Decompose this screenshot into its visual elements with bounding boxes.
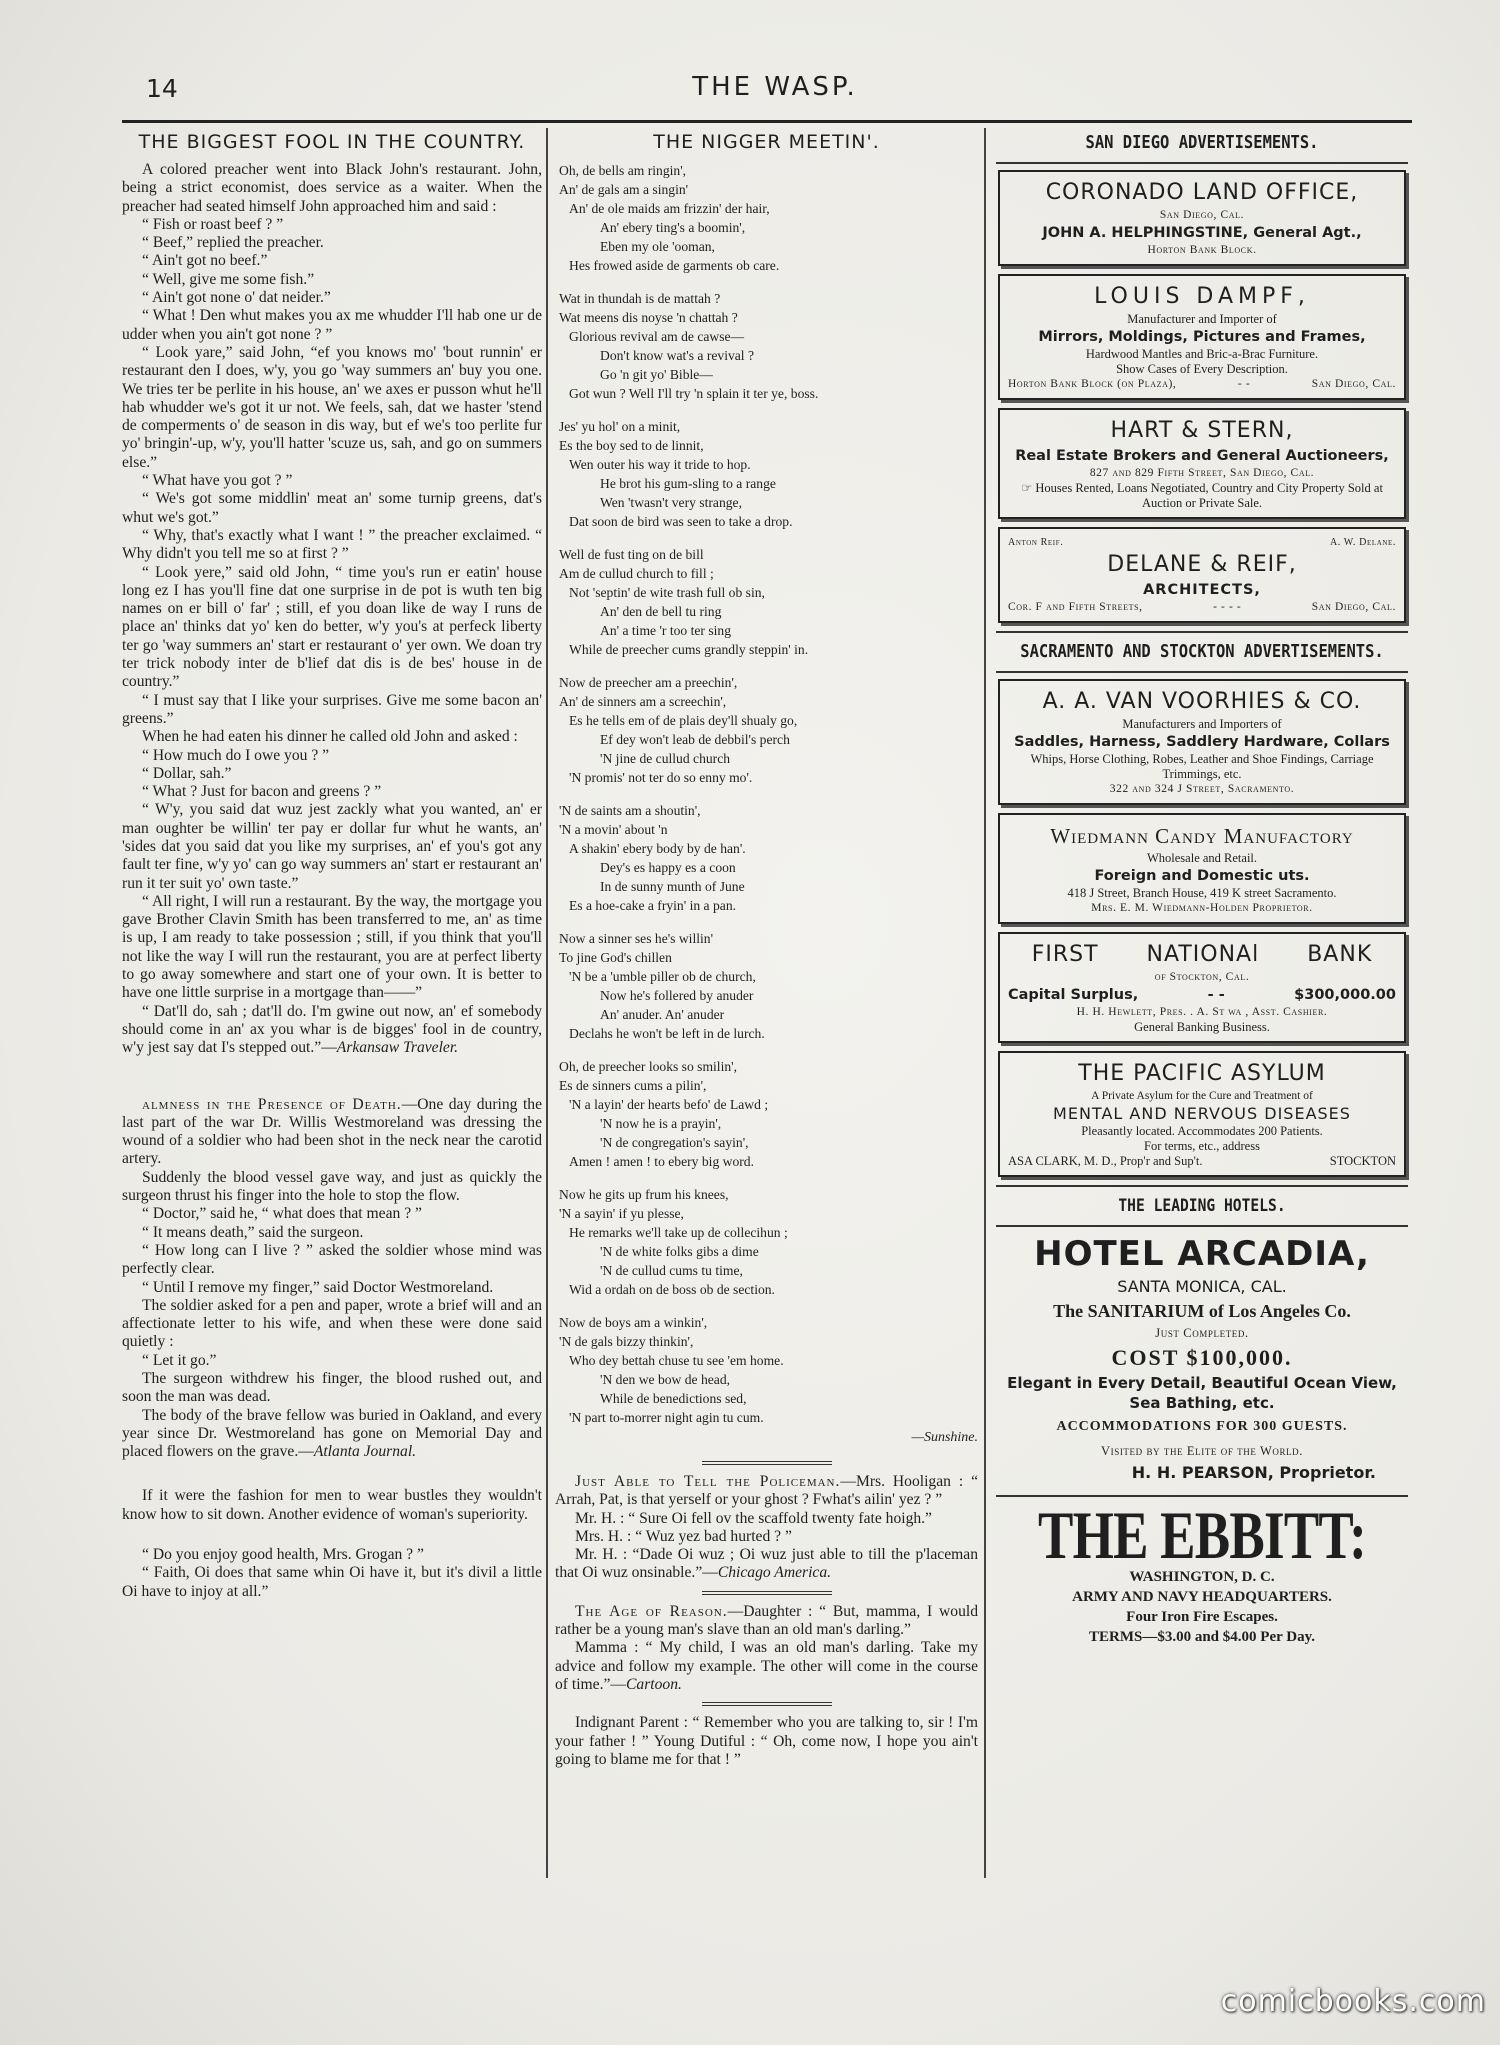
poem-line: He brot his gum-sling to a range [600, 476, 776, 491]
source-credit: Cartoon. [626, 1675, 682, 1693]
ad-hotel-arcadia [998, 1233, 1406, 1485]
ad-partner: A. W. Delane. [1329, 537, 1396, 548]
poem-line: 'N a movin' about 'n [559, 822, 668, 837]
ad-louis-dampf [998, 274, 1406, 400]
paragraph-indignant-parent: Indignant Parent : “ Remember who you are talking to, sir ! I'm your father ! ” Young Dutiful : “ Oh, come now, I hope you ain't going to blame me for that ! ” [555, 1714, 978, 1768]
ad-address-row [1008, 600, 1396, 615]
poem-line: An' anuder. An' anuder [600, 1007, 725, 1022]
paragraph-text: “ Dat'll do, sah ; dat'll do. I'm gwine out now, an' ef somebody should come in an' ax you whar is de bigges' fool in de country, w'y jest say dat I's stepped out.”— [122, 1002, 542, 1057]
paragraph: “ It means death,” said the surgeon. [142, 1223, 364, 1241]
ad-text: ASA CLARK, M. D., Prop'r and Sup't. [1008, 1154, 1203, 1168]
poem-line: Dat soon de bird was seen to take a drop. [569, 514, 793, 529]
poem-line: Oh, de preecher looks so smilin', [559, 1059, 737, 1074]
poem-stanza [555, 545, 978, 659]
paragraph: “ Look yere,” said old John, “ time you's run er eatin' house long ez I has you'll fine dat one surprise in de pot is wuth ten big names on er bill o' far' ; still, ef you doan like de way I runs de place an' thinks dat yo' ken do better, w'y you's at perfeck liberty ter go 'way summers an' start er restaurant o' yer own. We doan try ter trick nobody inter de b'lief dat dis is de bes' house in de country.” [122, 563, 542, 691]
paragraph: “ Doctor,” said he, “ what does that mean ? ” [142, 1205, 422, 1223]
ad-text: For terms, etc., address [1144, 1139, 1260, 1153]
ad-text: Pleasantly located. Accommodates 200 Patients. [1081, 1124, 1323, 1138]
masthead-rule [122, 120, 1412, 123]
ad-text: ARMY AND NAVY HEADQUARTERS. [1072, 1589, 1332, 1605]
masthead [140, 62, 1410, 120]
ad-first-national-bank [998, 932, 1406, 1043]
poem-line: Wen outer his way it tride to hop. [569, 457, 751, 472]
paragraph-text: Mr. H. : “Dade Oi wuz ; Oi wuz just able to till the p'laceman that Oi wuz onsinable.”— [555, 1546, 978, 1582]
ad-text: Show Cases of Every Description. [1116, 362, 1288, 376]
poem-stanza [555, 801, 978, 915]
poem-line: Jes' yu hol' on a minit, [559, 419, 681, 434]
poem-line: Wen 'twasn't very strange, [600, 495, 742, 510]
poem-line: While de preecher cums grandly steppin' in. [569, 642, 809, 657]
poem-line: In de sunny munth of June [600, 879, 745, 894]
ad-city: of Stockton, Cal. [1154, 971, 1250, 983]
separator [702, 1461, 832, 1465]
poem-line: Dey's es happy es a coon [600, 860, 736, 875]
ad-address: 418 J Street, Branch House, 419 K street Sacramento. [1067, 886, 1337, 900]
poem-stanza [555, 1185, 978, 1299]
paragraph: When he had eaten his dinner he called old John and asked : [142, 728, 518, 746]
poem-line: An' de ole maids am frizzin' der hair, [569, 201, 770, 216]
source-credit: Arkansaw Traveler. [336, 1039, 459, 1057]
column-middle [555, 130, 978, 1890]
ad-pacific-asylum [998, 1051, 1406, 1177]
ad-van-voorhies [998, 679, 1406, 805]
divider [996, 631, 1408, 633]
poem-line: 'N part to-morrer night agin tu cum. [569, 1410, 764, 1425]
poem-line: 'N de white folks gibs a dime [600, 1244, 759, 1259]
ad-coronado-land-office [998, 170, 1406, 266]
ad-dash: - - [1207, 987, 1225, 1003]
poem-line: Am de cullud church to fill ; [559, 566, 714, 581]
separator [702, 1702, 832, 1706]
ad-cost: COST $100,000. [1111, 1345, 1293, 1370]
paragraph: “ We's got some middlin' meat an' some turnip greens, dat's whut we's got.” [122, 490, 542, 526]
inline-title: The Age of Reason. [575, 1602, 728, 1620]
poem-line: 'N now he is a prayin', [600, 1116, 722, 1131]
poem-stanza [555, 289, 978, 403]
paragraph-lead [555, 1603, 978, 1640]
poem-stanza [555, 1313, 978, 1427]
ad-title: Wiedmann Candy Manufactory [1050, 824, 1354, 848]
paragraph-grogan-a: “ Faith, Oi does that same whin Oi have it, but it's divil a little Oi have to injoy at all.” [122, 1564, 542, 1600]
poem-line: Es de sinners cums a pilin', [559, 1078, 707, 1093]
ad-text: The SANITARIUM of Los Angeles Co. [1053, 1301, 1351, 1321]
ad-footer-row [1008, 1154, 1396, 1169]
paragraph: “ Dollar, sah.” [142, 764, 232, 782]
inline-title: Just Able to Tell the Policeman. [575, 1473, 841, 1490]
poem-line: 'N de cullud cums tu time, [600, 1263, 743, 1278]
section-heading-sacramento-stockton: SACRAMENTO AND STOCKTON ADVERTISEMENTS. [1020, 641, 1384, 662]
poem-line: Now a sinner ses he's willin' [559, 931, 714, 946]
separator [702, 1591, 832, 1595]
inline-title: almness in the Presence of Death. [142, 1095, 402, 1113]
paragraph: “ What have you got ? ” [142, 472, 293, 490]
ad-dash: - - [1237, 378, 1251, 390]
poem-line: Oh, de bells am ringin', [559, 163, 687, 178]
ad-title: CORONADO LAND OFFICE, [1045, 180, 1359, 205]
paragraph: “ Well, give me some fish.” [142, 270, 315, 288]
paragraph: “ Look yare,” said John, “ef you knows mo' 'bout runnin' er restaurant den I does, w'y, you go 'way summers an' buy you one. We tries ter be perlite in his house, an' we axes er pusson whut he'll hab whudder we's got it ur not. We feels, sah, dat we haster 'stend de comperments o' de season in dis way, but ef we's too perlite fur yo' bringin'-up, w'y, you'll hatter 'scuze us, sah, and go on summers else.” [122, 343, 542, 471]
ad-text-body: Houses Rented, Loans Negotiated, Country and City Property Sold at Auction or Private Sale. [1035, 481, 1383, 510]
article-calmness-death [122, 1096, 542, 1462]
ad-address-row [1008, 377, 1396, 392]
poem-line: 'N jine de cullud church [600, 751, 731, 766]
article-policeman [555, 1473, 978, 1583]
paragraph-grogan-q: “ Do you enjoy good health, Mrs. Grogan ? ” [142, 1546, 424, 1564]
paragraph-lead [555, 1473, 978, 1510]
column-rule-1 [546, 128, 548, 1878]
paragraph: “ Ain't got none o' dat neider.” [142, 289, 331, 307]
poem-line: 'N de gals bizzy thinkin', [559, 1334, 694, 1349]
ad-value: $300,000.00 [1294, 987, 1396, 1003]
poem-line: An' a time 'r too ter sing [600, 623, 731, 638]
poem-line: Go 'n git yo' Bible— [600, 367, 713, 382]
paragraph-text: Mamma : “ My child, I was an old man's darling. Take my advice and follow my example. The other will come in the course of time.”— [555, 1639, 978, 1693]
poem-line: While de benedictions sed, [600, 1391, 747, 1406]
poem-credit: —Sunshine. [911, 1430, 978, 1445]
poem-line: Don't know wat's a revival ? [600, 348, 755, 363]
paragraph-last [555, 1546, 978, 1583]
ad-text: General Banking Business. [1134, 1020, 1270, 1034]
ad-address: Horton Bank Block (on Plaza), [1008, 378, 1177, 390]
poem-line: An' ebery ting's a boomin', [600, 220, 746, 235]
poem-line: Hes frowed aside de garments ob care. [569, 258, 780, 273]
paragraph: “ Let it go.” [142, 1351, 217, 1369]
paragraph: A colored preacher went into Black John's restaurant. John, being a strict economist, does service as a waiter. When the preacher had seated himself John approached him and said : [122, 161, 542, 215]
poem-line: Es the boy sed to de linnit, [559, 438, 704, 453]
paragraph: “ All right, I will run a restaurant. By the way, the mortgage you gave Brother Clavin Smith has been transferred to me, an' as time is up, I am ready to take possession ; still, if you think that you'll not like the way I will run the restaurant, you are at perfect liberty to go away somewhere and start one of your own. It is better to have one little surprise in a mortgage than——” [122, 892, 542, 1002]
ad-title: A. A. VAN VOORHIES & CO. [1042, 689, 1362, 714]
column-advertisements [992, 130, 1412, 1890]
paragraph: “ Fish or roast beef ? ” [142, 215, 284, 233]
ad-title: HOTEL ARCADIA, [1034, 1234, 1370, 1274]
poem-line: An' de sinners am a screechin', [559, 694, 727, 709]
ad-city: San Diego, Cal. [1311, 601, 1396, 613]
pointing-hand-icon: ☞ [1021, 481, 1033, 495]
ad-city: San Diego, Cal. [1311, 378, 1396, 390]
poem-line: 'N de congregation's sayin', [600, 1135, 749, 1150]
poem-nigger-meetin [555, 161, 978, 1427]
divider [996, 671, 1408, 673]
paragraph: “ Why, that's exactly what I want ! ” the preacher exclaimed. “ Why didn't you tell me so at first ? ” [122, 526, 542, 563]
paragraph: “ I must say that I like your surprises. Give me some bacon an' greens.” [122, 691, 542, 727]
ad-title: FIRST NATIONAl BANK [1031, 942, 1373, 967]
paragraph-text: —One day during the last part of the war Dr. Willis Westmoreland was dressing the wound of a soldier who had been shot in the neck near the carotid artery. [122, 1095, 542, 1168]
poem-line: Wat meens dis noyse 'n chattah ? [559, 310, 738, 325]
ad-address: 827 and 829 Fifth Street, San Diego, Cal. [1089, 467, 1315, 479]
poem-line: Now de boys am a winkin', [559, 1315, 708, 1330]
poem-line: A shakin' ebery body by de han'. [569, 841, 746, 856]
ad-city: SANTA MONICA, CAL. [1117, 1277, 1287, 1296]
poem-line: Glorious revival am de cawse— [569, 329, 745, 344]
ad-title: HART & STERN, [1110, 418, 1294, 443]
ad-text: Mrs. E. M. Wiedmann-Holden Proprietor. [1091, 902, 1313, 914]
paragraph: The soldier asked for a pen and paper, wrote a brief will and an affectionate letter to his wife, and when these were done said quietly : [122, 1296, 542, 1351]
ad-capital-row [1008, 985, 1396, 1005]
paragraph-text: The body of the brave fellow was buried in Oakland, and every year since Dr. Westmoreland has gone on Memorial Day and placed flowers on the grave.— [122, 1406, 542, 1461]
poem-line: Eben my ole 'ooman, [600, 239, 715, 254]
poem-line: Es he tells em of de plais dey'll shualy go, [569, 713, 798, 728]
ad-text: Saddles, Harness, Saddlery Hardware, Collars [1014, 734, 1390, 750]
ad-proprietor: H. H. PEARSON, Proprietor. [1131, 1463, 1376, 1482]
section-heading-hotels: THE LEADING HOTELS. [1118, 1196, 1286, 1216]
paragraph-last [122, 1407, 542, 1462]
ad-dash: - - - - [1213, 601, 1242, 613]
ad-wiedmann-candy [998, 813, 1406, 924]
poem-stanza [555, 1057, 978, 1171]
poem-line: To jine God's chillen [559, 950, 672, 965]
ad-agent: JOHN A. HELPHINGSTINE, General Agt., [1042, 225, 1362, 241]
divider [996, 1225, 1408, 1227]
ad-text: TERMS—$3.00 and $4.00 Per Day. [1089, 1629, 1315, 1645]
paragraph-text: —Mrs. Hooligan : “ Arrah, Pat, is that yerself or your ghost ? Fwhat's ailin' yez ? ” [555, 1473, 978, 1509]
poem-line: 'N a sayin' if yu plesse, [559, 1206, 684, 1221]
ad-text: Four Iron Fire Escapes. [1126, 1609, 1278, 1625]
ad-text: Capital Surplus, [1008, 987, 1139, 1003]
ad-partner: Anton Reif. [1008, 537, 1064, 548]
poem-stanza [555, 929, 978, 1043]
poem-line: Es a hoe-cake a fryin' in a pan. [569, 898, 737, 913]
column-rule-2 [984, 128, 986, 1878]
paragraph: Mrs. H. : “ Wuz yez bad hurted ? ” [575, 1527, 792, 1545]
ad-the-ebbitt [992, 1497, 1412, 1647]
paragraph-text: —Daughter : “ But, mamma, I would rather be a young man's slave than an old man's darling.” [555, 1602, 978, 1639]
ad-city: San Diego, Cal. [1159, 209, 1245, 221]
article-age-of-reason [555, 1603, 978, 1694]
poem-title: THE NIGGER MEETIN'. [653, 131, 880, 153]
paragraph: “ W'y, you said dat wuz jest zackly what you wanted, an' er man oughter be willin' ter pay er dollar fur whut he wants, an' 'sides dat you said dat you like my surprises, an' ef you's got any fault ter fine, w'y yo' can go way summers an' start er restaurant an' run it ter suit yo' own taste.” [122, 801, 542, 892]
poem-stanza [555, 417, 978, 531]
poem-line: 'N a layin' der hearts befo' de Lawd ; [569, 1097, 769, 1112]
ad-title: THE EBBITT: [1038, 1497, 1366, 1573]
ad-text: ACCOMMODATIONS FOR 300 GUESTS. [1056, 1419, 1348, 1434]
poem-line: Wat in thundah is de mattah ? [559, 291, 721, 306]
poem-line: Amen ! amen ! to ebery big word. [569, 1154, 754, 1169]
ad-text: Visited by the Elite of the World. [1101, 1444, 1303, 1458]
section-heading-san-diego: SAN DIEGO ADVERTISEMENTS. [1085, 132, 1319, 153]
ad-text: A Private Asylum for the Cure and Treatment of [1091, 1090, 1313, 1102]
ad-address: Cor. F and Fifth Streets, [1008, 601, 1143, 613]
poem-line: Now he's follered by anuder [600, 988, 754, 1003]
poem-stanza [555, 673, 978, 787]
paragraph-last [122, 1003, 542, 1058]
poem-line: Now he gits up frum his knees, [559, 1187, 729, 1202]
ad-text: Real Estate Brokers and General Auctioneers, [1015, 448, 1389, 464]
paragraph: “ How much do I owe you ? ” [142, 746, 330, 764]
ad-partners-row [1008, 535, 1396, 550]
ad-text: H. H. Hewlett, Pres. . A. St wa , Asst. Cashier. [1076, 1006, 1328, 1018]
ad-text: Mirrors, Moldings, Pictures and Frames, [1038, 329, 1366, 345]
column-left [122, 130, 542, 1890]
poem-line: Well de fust ting on de bill [559, 547, 704, 562]
paragraph: “ What ? Just for bacon and greens ? ” [142, 783, 382, 801]
poem-line: 'N be a 'umble piller ob de church, [569, 969, 756, 984]
paragraph: Mr. H. : “ Sure Oi fell ov the scaffold twenty fate hoigh.” [575, 1509, 932, 1527]
paragraph: The surgeon withdrew his finger, the blood rushed out, and soon the man was dead. [122, 1370, 542, 1406]
poem-line: Wid a ordah on de boss ob de section. [569, 1282, 775, 1297]
ad-title: DELANE & REIF, [1107, 552, 1297, 577]
divider [996, 1185, 1408, 1187]
ad-text: ARCHITECTS, [1143, 582, 1261, 598]
poem-line: Who dey bettah chuse tu see 'em home. [569, 1353, 784, 1368]
ad-text: Just Completed. [1155, 1326, 1249, 1340]
ad-address: 322 and 324 J Street, Sacramento. [1109, 783, 1295, 795]
source-credit: Atlanta Journal. [313, 1443, 417, 1461]
ad-text: Elegant in Every Detail, Beautiful Ocean View, Sea Bathing, etc. [1007, 1374, 1397, 1412]
paragraph: Suddenly the blood vessel gave way, and just as quickly the surgeon thrust his finger into the hole to stop the flow. [122, 1168, 542, 1205]
ad-text: Manufacturers and Importers of [1122, 717, 1282, 731]
paragraph-bustles: If it were the fashion for men to wear bustles they wouldn't know how to sit down. Another evidence of woman's superiority. [122, 1487, 542, 1523]
poem-line: 'N promis' not ter do so enny mo'. [569, 770, 753, 785]
poem-line: He remarks we'll take up de collecihun ; [569, 1225, 788, 1240]
ad-hart-stern [998, 408, 1406, 519]
poem-line: 'N den we bow de head, [600, 1372, 731, 1387]
journal-title: THE WASP. [692, 72, 858, 102]
poem-stanza [555, 161, 978, 275]
ad-title: THE PACIFIC ASYLUM [1078, 1061, 1326, 1086]
ad-text: Foreign and Domestic uts. [1094, 868, 1310, 884]
poem-line: Now de preecher am a preechin', [559, 675, 738, 690]
ad-text: Hardwood Mantles and Bric-a-Brac Furniture. [1085, 347, 1319, 361]
paragraph: “ Beef,” replied the preacher. [142, 234, 324, 252]
poem-line: 'N de saints am a shoutin', [559, 803, 701, 818]
paragraph-last [555, 1639, 978, 1694]
watermark-logo: comicbooks.com [1220, 1984, 1486, 2019]
ad-city: WASHINGTON, D. C. [1129, 1569, 1275, 1585]
paragraph: “ Ain't got no beef.” [142, 252, 268, 270]
ad-text: Wholesale and Retail. [1146, 851, 1258, 865]
article-biggest-fool [122, 161, 542, 1058]
ad-title: LOUIS DAMPF, [1094, 284, 1310, 309]
source-credit: Chicago America. [717, 1564, 832, 1582]
article-title-biggest-fool: THE BIGGEST FOOL IN THE COUNTRY. [138, 131, 526, 153]
poem-line: An' de gals am a singin' [559, 182, 689, 197]
ad-text [1008, 481, 1396, 511]
ad-text: Whips, Horse Clothing, Robes, Leather and Shoe Findings, Carriage Trimmings, etc. [1030, 752, 1374, 781]
poem-line: Ef dey won't leab de debbil's perch [600, 732, 790, 747]
ad-text: Manufacturer and Importer of [1127, 312, 1277, 326]
poem-line: An' den de bell tu ring [600, 604, 722, 619]
ad-city: STOCKTON [1329, 1154, 1396, 1168]
ad-address: Horton Bank Block. [1147, 244, 1257, 256]
ad-text: MENTAL AND NERVOUS DISEASES [1053, 1104, 1351, 1123]
paragraph-lead [122, 1096, 542, 1169]
paragraph: “ What ! Den whut makes you ax me whudder I'll hab one ur de udder when you ain't got none ? ” [122, 307, 542, 343]
paragraph: “ Until I remove my finger,” said Doctor Westmoreland. [142, 1278, 494, 1296]
ad-delane-reif [998, 527, 1406, 623]
paragraph: “ How long can I live ? ” asked the soldier whose mind was perfectly clear. [122, 1241, 542, 1278]
poem-line: Declahs he won't be left in de lurch. [569, 1026, 765, 1041]
poem-line: Got wun ? Well I'll try 'n splain it ter ye, boss. [569, 386, 819, 401]
page-number: 14 [146, 74, 178, 103]
divider [996, 162, 1408, 164]
poem-line: Not 'septin' de wite trash full ob sin, [569, 585, 765, 600]
